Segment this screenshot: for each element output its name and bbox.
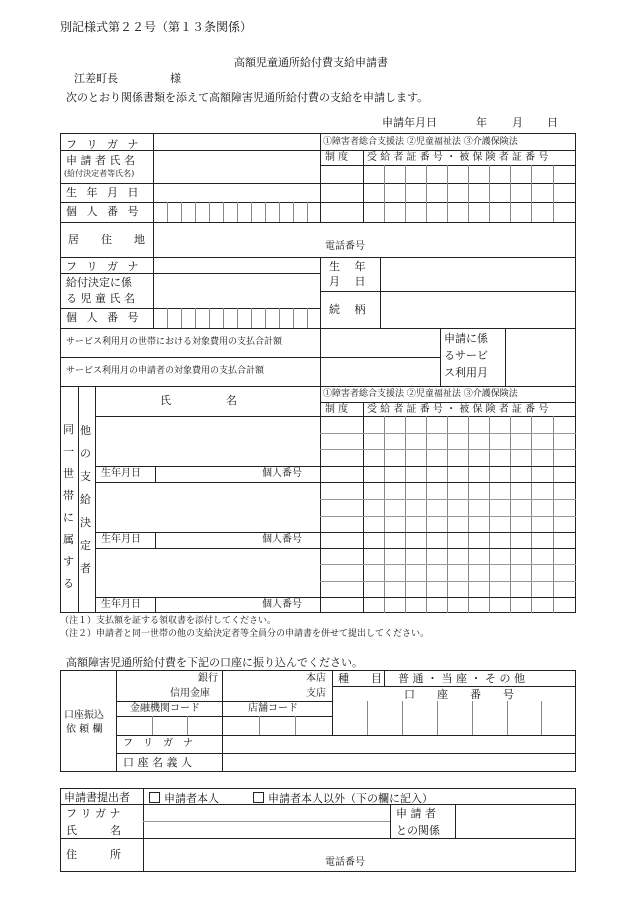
applicant-my-number-label: 個 人 番 号	[66, 205, 142, 218]
credit-union-label: 信用金庫	[170, 688, 210, 699]
side-label-col2: 他 の 支 給 決 定 者	[80, 424, 91, 575]
addressee-honorific: 様	[170, 72, 181, 85]
service-month-label-2: るサービ	[444, 349, 488, 362]
date-month: 月	[512, 116, 523, 129]
others-my-number-label-2: 個人番号	[262, 534, 302, 545]
submitter-option-self[interactable]: 申請者本人	[149, 792, 219, 804]
child-birth-label-2: 月 日	[329, 275, 366, 288]
branch-label: 支店	[306, 688, 326, 699]
submitter-address-label: 住 所	[66, 848, 121, 861]
submitter-option-other[interactable]: 申請者本人以外（下の欄に記入）	[253, 792, 433, 804]
head-office-label: 本店	[306, 673, 326, 684]
bank-side-label-1: 口座振込	[64, 710, 104, 721]
applicant-name-sub: (給付決定者等氏名)	[64, 169, 135, 178]
branch-code-label: 店舗コード	[248, 703, 298, 714]
note-1: （注１）支払額を証する領収書を添付してください。	[60, 616, 277, 626]
bank-furigana-label: フ リ ガ ナ	[123, 738, 193, 749]
account-holder-label: 口 座 名 義 人	[123, 756, 192, 769]
others-birth-label-2: 生年月日	[101, 534, 141, 545]
applicant-laws: ①障害者総合支援法 ②児童福祉法 ③介護保険法	[323, 137, 518, 147]
form-number: 別記様式第２２号（第１３条関係）	[60, 20, 253, 34]
applicant-birth-label: 生 年 月 日	[66, 186, 142, 199]
applicant-cert-label: 受 給 者 証 番 号 ・ 被 保 険 者 証 番 号	[367, 152, 549, 163]
date-label: 申請年月日	[382, 116, 437, 129]
submitter-furigana-label: フ リ ガ ナ	[66, 807, 121, 820]
submitter-label: 申請書提出者	[64, 791, 130, 804]
applicant-system-label: 制 度	[325, 152, 349, 163]
account-number-label: 口 座 番 号	[404, 688, 514, 701]
bank-intro: 高額障害児通所給付費を下記の口座に振り込んでください。	[66, 656, 363, 669]
form-title: 高額児童通所給付費支給申請書	[234, 56, 388, 69]
checkbox-other[interactable]	[253, 792, 264, 803]
service-month-label-1: 申請に係	[444, 332, 488, 345]
child-relation-label: 続 柄	[329, 303, 366, 316]
others-birth-label-1: 生年月日	[101, 468, 141, 479]
applicant-phone-label: 電話番号	[325, 241, 365, 252]
applicant-furigana-label: フ リ ガ ナ	[66, 138, 142, 151]
others-name-header: 氏 名	[160, 394, 237, 407]
others-laws: ①障害者総合支援法 ②児童福祉法 ③介護保険法	[323, 389, 518, 399]
others-birth-label-3: 生年月日	[101, 599, 141, 610]
institution-code-label: 金融機関コード	[130, 703, 200, 714]
child-birth-label-1: 生 年	[329, 260, 366, 273]
others-cert-label: 受 給 者 証 番 号 ・ 被 保 険 者 証 番 号	[367, 404, 549, 415]
date-day: 日	[547, 116, 558, 129]
others-system-label: 制 度	[325, 404, 349, 415]
child-my-number-label: 個 人 番 号	[66, 311, 142, 324]
intro-text: 次のとおり関係書類を添えて高額障害児通所給付費の支給を申請します。	[66, 91, 429, 104]
bank-side-label-2: 依 頼 欄	[66, 724, 103, 735]
date-year: 年	[476, 116, 487, 129]
child-name-label-1: 給付決定に係	[66, 276, 132, 289]
applicant-address-label: 居 住 地	[68, 233, 145, 246]
note-2: （注２）申請者と同一世帯の他の支給決定者等全員分の申請書を併せて提出してください。	[60, 629, 430, 639]
submitter-relation-label-2: との関係	[396, 824, 440, 837]
service-month-label-3: ス利用月	[444, 366, 488, 379]
side-label-col1: 同 一 世 帯 に 属 す る	[63, 423, 74, 590]
submitter-name-label: 氏 名	[66, 824, 121, 837]
submitter-relation-label-1: 申 請 者	[396, 807, 436, 820]
others-my-number-label-3: 個人番号	[262, 599, 302, 610]
others-my-number-label-1: 個人番号	[262, 468, 302, 479]
submitter-phone-label: 電話番号	[325, 857, 365, 868]
account-type-label: 種 目	[338, 672, 382, 685]
addressee: 江差町長	[74, 72, 118, 85]
checkbox-self[interactable]	[149, 792, 160, 803]
bank-label: 銀行	[198, 673, 218, 684]
applicant-name-label: 申 請 者 氏 名	[66, 154, 135, 167]
child-name-label-2: る 児 童 氏 名	[66, 292, 135, 305]
household-total-label: サービス利用月の世帯における対象費用の支払合計額	[66, 337, 283, 347]
applicant-total-label: サービス利用月の申請者の対象費用の支払合計額	[66, 366, 265, 376]
account-type-options: 普 通 ・ 当 座 ・ そ の 他	[398, 672, 525, 685]
child-furigana-label: フ リ ガ ナ	[66, 260, 142, 273]
